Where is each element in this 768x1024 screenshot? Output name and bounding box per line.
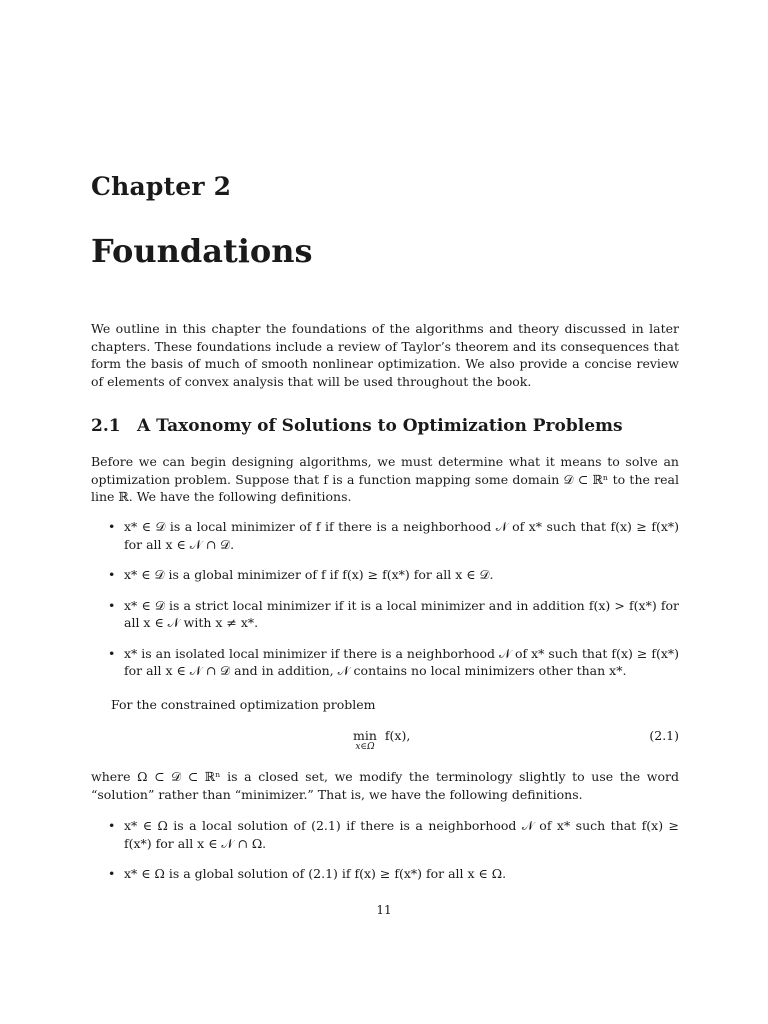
page-number: 11 — [376, 903, 392, 917]
definition-text: x* ∈ 𝒟 is a strict local minimizer if it is a local minimizer and in addition f(x) > f(x*) for all x ∈ 𝒩 with x ≠ x*. — [124, 597, 679, 630]
section-number: 2.1 — [91, 416, 121, 436]
bullet-icon: • — [108, 519, 116, 534]
definition-text: x* ∈ 𝒟 is a global minimizer of f if f(x) ≥ f(x*) for all x ∈ 𝒟. — [124, 567, 494, 582]
equation-subscript: x∈Ω — [355, 742, 375, 752]
closed-set-paragraph: where Ω ⊂ 𝒟 ⊂ ℝⁿ is a closed set, we modify the terminology slightly to use the word “solution” rather than “minimizer.” That is, we have the following definitions. — [91, 769, 679, 802]
bullet-icon: • — [108, 818, 116, 833]
equation-operator: min — [353, 728, 377, 743]
intro-paragraph: We outline in this chapter the foundations of the algorithms and theory discussed in later chapters. These foundations include a review of Taylor’s theorem and its consequences that form the basis of much of smooth nonlinear optimization. We also provide a concise review of elements of convex analysis that will be used throughout the book. — [91, 321, 679, 389]
equation-body — [353, 730, 410, 753]
definition-text: x* ∈ Ω is a global solution of (2.1) if f(x) ≥ f(x*) for all x ∈ Ω. — [124, 866, 507, 881]
definition-text: x* is an isolated local minimizer if there is a neighborhood 𝒩 of x* such that f(x) ≥ f(x*) for all x ∈ 𝒩 ∩ 𝒟 and in addition, 𝒩 contains no local minimizers other than x*. — [124, 645, 679, 678]
constrained-problem-paragraph: For the constrained optimization problem — [111, 697, 376, 712]
solution-definitions-list — [108, 817, 679, 896]
definition-text: x* ∈ 𝒟 is a local minimizer of f if there is a neighborhood 𝒩 of x* such that f(x) ≥ f(x*) for all x ∈ 𝒩 ∩ 𝒟. — [124, 519, 679, 552]
definition-item — [108, 865, 679, 883]
definition-text: x* ∈ Ω is a local solution of (2.1) if there is a neighborhood 𝒩 of x* such that f(x) ≥ f(x*) for all x ∈ 𝒩 ∩ Ω. — [124, 818, 679, 851]
bullet-icon: • — [108, 866, 116, 881]
bullet-icon: • — [108, 645, 116, 661]
equation-expression: f(x), — [384, 728, 411, 743]
equation-2-1 — [91, 730, 679, 758]
definition-item — [108, 817, 679, 852]
bullet-icon: • — [108, 567, 116, 582]
section-intro-paragraph: Before we can begin designing algorithms, we must determine what it means to solve an optimization problem. Suppose that f is a function mapping some domain 𝒟 ⊂ ℝⁿ to the real line ℝ. We have the following definitions. — [91, 454, 679, 504]
chapter-title: Foundations — [91, 232, 313, 270]
section-heading — [91, 416, 623, 436]
definition-item — [108, 645, 679, 680]
definition-item — [108, 518, 679, 553]
equation-min-operator — [353, 730, 377, 753]
definition-item — [108, 566, 679, 584]
section-title: A Taxonomy of Solutions to Optimization Problems — [137, 416, 623, 436]
bullet-icon: • — [108, 597, 116, 613]
chapter-label: Chapter 2 — [91, 172, 232, 201]
equation-number: (2.1) — [649, 728, 679, 743]
definition-item — [108, 597, 679, 632]
minimizer-definitions-list — [108, 518, 679, 693]
